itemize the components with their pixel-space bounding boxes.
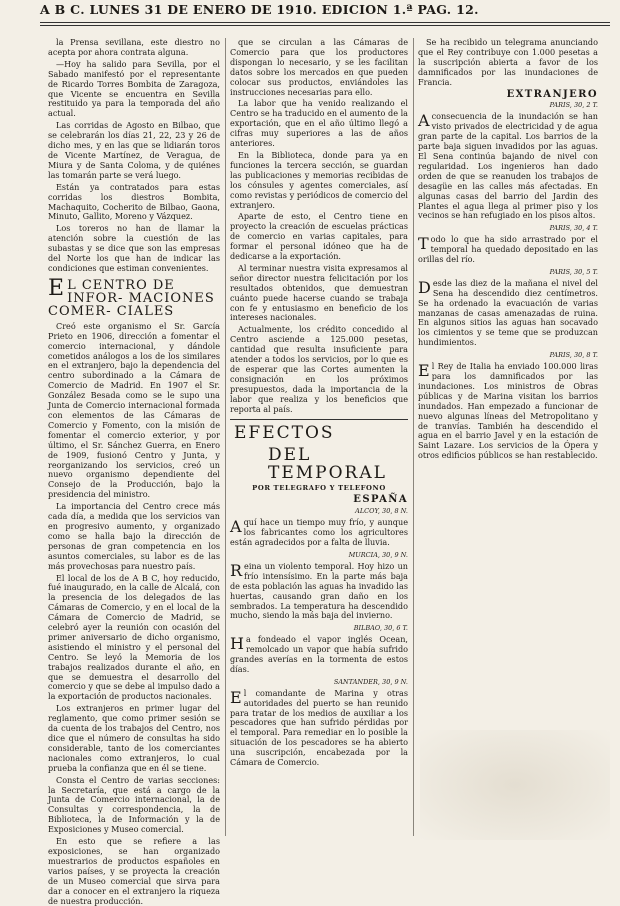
paper-stain <box>420 730 610 840</box>
news-text: a fondeado el vapor inglés Ocean, remolcado un vapor que había sufrido grandes averías en la tormenta de estos días. <box>230 634 408 674</box>
news-item <box>230 518 408 548</box>
drop-cap: R <box>230 560 243 580</box>
article-paragraph: Están ya contratados para estas corridas los diestros Bombita, Machaquito, Cocherito de Bilbao, Gaona, Minuto, Gallito, Moreno y Vázquez. <box>48 181 220 222</box>
dateline: MURCIA, 30, 9 N. <box>348 550 408 559</box>
header-rule-double <box>40 25 610 26</box>
article-paragraph: El local de los de A B C, hoy reducido, fué inaugurado, en la calle de Alcalá, con la presencia de los delegados de las Cámaras de Comercio, y en el local de la Cámara de Comercio de Madrid, se celebró ayer la reunión con ocasión del primer aniversario de dicho organismo, asistiendo el ministro y el personal del Centro. Se leyó la Memoria de los trabajos realizados durante el año, en que se demuestra el desarrollo del comercio y que se debe al impulso dado a la exportación de productos nacionales. <box>48 572 220 702</box>
drop-cap: E <box>48 275 66 301</box>
drop-cap: H <box>230 634 244 654</box>
news-text: esde las diez de la mañana el nivel del Sena ha descendido diez centímetros. Se ha ordenado la evacuación de varias manzanas de casas amenazadas de ruina. En algunos sitios las aguas han socavado los cimientos y se teme que se produzcan hundimientos. <box>418 277 598 348</box>
news-item <box>418 112 598 221</box>
article-paragraph: Actualmente, los crédito concedido al Centro asciende a 125.000 pesetas, cantidad que resulta insuficiente para atender a todos los servicios, por lo que es de esperar que las Cortes aumenten la consignación en los próximos presupuestos, dada la importancia de la labor que realiza y los beneficios que reporta al país. <box>230 324 408 414</box>
news-text: quí hace un tiempo muy frío, y aunque los fabricantes como los agricultores están agradecidos por a falta de lluvia. <box>230 517 408 548</box>
news-text: eina un violento temporal. Hoy hizo un frío intensísimo. En la parte más baja de esta población las aguas ha invadido las huertas, causando gran daño en los sembrados. La temperatura ha descendido mucho, siendo la más baja del invierno. <box>230 560 408 621</box>
article-paragraph: Los toreros no han de llamar la atención sobre la cuestión de las subastas y se dice que son las empresas del Norte los que han de indicar las condiciones que estiman convenientes. <box>48 223 220 273</box>
column-separator <box>225 38 226 836</box>
section-label-extranjero: EXTRANJERO <box>506 88 598 100</box>
header-rule <box>40 22 610 23</box>
byline: POR TELEGRAFO Y TELEFONO <box>252 483 386 492</box>
news-item <box>418 235 598 265</box>
article-paragraph: que se circulan a las Cámaras de Comercio para que los productores dispongan lo necesario, y se les facilitan datos sobre los mercados en que pueden colocar sus productos, enviándoles las instrucciones necesarias para ello. <box>230 37 408 97</box>
section-label-espana: ESPAÑA <box>353 494 408 506</box>
article-paragraph: En la Biblioteca, donde para ya en funciones la tercera sección, se guardan las publicaciones y memorias recibidas de los cónsules y agentes comerciales, así como revistas y periódicos de comercio del extranjero. <box>230 149 408 210</box>
article-paragraph: Creó este organismo el Sr. García Prieto en 1906, dirección a fomentar el comercio internacional, y dándole cometidos análogos a los de los similares en el extranjero, bajo la dependencia del centro subordinado a la Cámara de Comercio de Madrid. En 1907 el Sr. González Besada como se le supo una Junta de Comercio internacional formada con elementos de las Cámaras de Comercio y Fomento, con la misión de fomentar el comercio exterior, y por último, el Sr. Sánchez Guerra, en Enero de 1909, fusionó Centro y Junta, y reorganizando los servicios, creó un nuevo organismo dependiente del Consejo de la Producción, bajo la presidencia del ministro. <box>48 320 220 500</box>
dateline: PARIS, 30, 5 T. <box>549 267 598 276</box>
column-2 <box>230 38 408 836</box>
news-text: l comandante de Marina y otras autoridades del puerto se han reunido para tratar de los medios de auxiliar a los pescadores que han sufrido pérdidas por el temporal. Para remediar en lo posible la situación de los pescadores se ha abierto una suscripción, encabezada por la Cámara de Comercio. <box>230 687 408 768</box>
news-item <box>230 562 408 621</box>
drop-cap: E <box>418 361 430 381</box>
news-text: consecuencia de la inundación se han visto privados de electricidad y de agua gran parte de la capital. Los barrios de la parte baja siguen invadidos por las aguas. El Sena continúa bajando de nivel con regularidad. Los ingenieros han dado orden de que se reanuden los trabajos de desagüe en las calles más afectadas. En algunas casas del barrio del Jardin des Plantes el agua llega al primer piso y los vecinos se han refugiado en los pisos altos. <box>418 111 598 221</box>
dateline: PARIS, 30, 4 T. <box>549 224 598 233</box>
article-paragraph: La labor que ha venido realizando el Centro se ha traducido en el aumento de la exportación, que en el año último llegó a cifras muy superiores a las de años anteriores. <box>230 98 408 149</box>
dateline: SANTANDER, 30, 9 N. <box>333 677 408 686</box>
dateline: PARIS, 30, 2 T. <box>549 101 598 110</box>
article-paragraph: Al terminar nuestra visita expresamos al señor director nuestra felicitación por los resultados obtenidos, que demuestran cuánto puede hacerse cuando se trabaja con fe y entusiasmo en beneficio de los intereses nacionales. <box>230 262 408 323</box>
article-paragraph: Consta el Centro de varias secciones: la Secretaría, que está a cargo de la Junta de Comercio internacional, la de Consultas y correspondencia, la de Biblioteca, la de Información y la de Exposiciones y Museo comercial. <box>48 774 220 835</box>
article-paragraph: Los extranjeros en primer lugar del reglamento, que como primer sesión se da cuenta de los trabajos del Centro, nos dice que el número de consultas ha sido considerable, tanto de los comerciantes nacionales como extranjeros, lo cual prueba la confianza que en él se tiene. <box>48 703 220 773</box>
news-item <box>230 635 408 675</box>
article-paragraph: Se ha recibido un telegrama anunciando que el Rey contribuye con 1.000 pesetas a la suscripción abierta a favor de los damnificados por las inundaciones de Francia. <box>418 37 598 87</box>
article-paragraph: —Hoy ha salido para Sevilla, por el Sabado manifestó por el representante de Ricardo Torres Bombita de Zaragoza, que Vicente se encuentra en Sevilla restituido ya para la temporada del año actual. <box>48 58 220 119</box>
column-separator <box>413 38 414 836</box>
page-header: A B C. LUNES 31 DE ENERO DE 1910. EDICION 1.ª PAG. 12. <box>40 2 479 17</box>
column-1 <box>48 37 220 906</box>
drop-cap: D <box>418 277 431 297</box>
section-rule <box>230 419 408 420</box>
headline-centro <box>48 275 220 319</box>
news-item <box>418 362 598 461</box>
news-item <box>230 689 408 768</box>
article-paragraph: Aparte de esto, el Centro tiene en proyecto la creación de escuelas prácticas de comercio en varias capitales, para formar el personal idóneo que ha de dedicarse a la exportación. <box>230 211 408 262</box>
column-3 <box>418 38 598 836</box>
article-paragraph: En esto que se refiere a las exposiciones, se han organizado muestrarios de productos españoles en varios países, y se proyecta la creación de un Museo comercial que sirva para dar a conocer en el extranjero la riqueza de nuestra producción. <box>48 836 220 906</box>
dateline: BILBAO, 30, 6 T. <box>353 624 408 633</box>
news-text: odo lo que ha sido arrastrado por el temporal ha quedado depositado en las orillas del río. <box>418 234 598 265</box>
article-paragraph: Las corridas de Agosto en Bilbao, que se celebrarán los días 21, 22, 23 y 26 de dicho mes, y en las que se lidiarán toros de Vicente Martínez, de Veragua, de Miura y de Santa Coloma, y de quiénes las tomarán parte se verá luego. <box>48 120 220 180</box>
drop-cap: A <box>418 111 430 131</box>
dateline: PARIS, 30, 8 T. <box>549 351 598 360</box>
drop-cap: E <box>230 687 242 707</box>
headline-text: L CENTRO DE INFOR- MACIONES COMER- CIALES <box>48 277 215 319</box>
headline-temporal: DEL TEMPORAL <box>268 444 387 483</box>
article-paragraph: la Prensa sevillana, este diestro no acepta por ahora contrata alguna. <box>48 37 220 57</box>
headline-efectos: EFECTOS <box>234 422 335 443</box>
drop-cap: A <box>230 517 242 537</box>
article-paragraph: La importancia del Centro crece más cada día, a medida que los servicios van en progresivo aumento, y organizado como se halla bajo la dirección de personas de gran competencia en los asuntos comerciales, su labor es de las más provechosas para nuestro país. <box>48 501 220 571</box>
drop-cap: T <box>418 234 429 254</box>
dateline: ALCOY, 30, 8 N. <box>355 507 408 516</box>
news-item <box>418 279 598 348</box>
news-text: l Rey de Italia ha enviado 100.000 liras para los damnificados por las inundaciones. Los ministros de Obras públicas y de Marina visitan los barrios inundados. Han empezado a funcionar de nuevo algunas líneas del Metropolitano y de tranvías. También ha descendido el agua en el barrio Javel y en la estación de Saint Lazare. Los servicios de la Ópera y otros edificios públicos se han restablecido. <box>418 361 598 461</box>
